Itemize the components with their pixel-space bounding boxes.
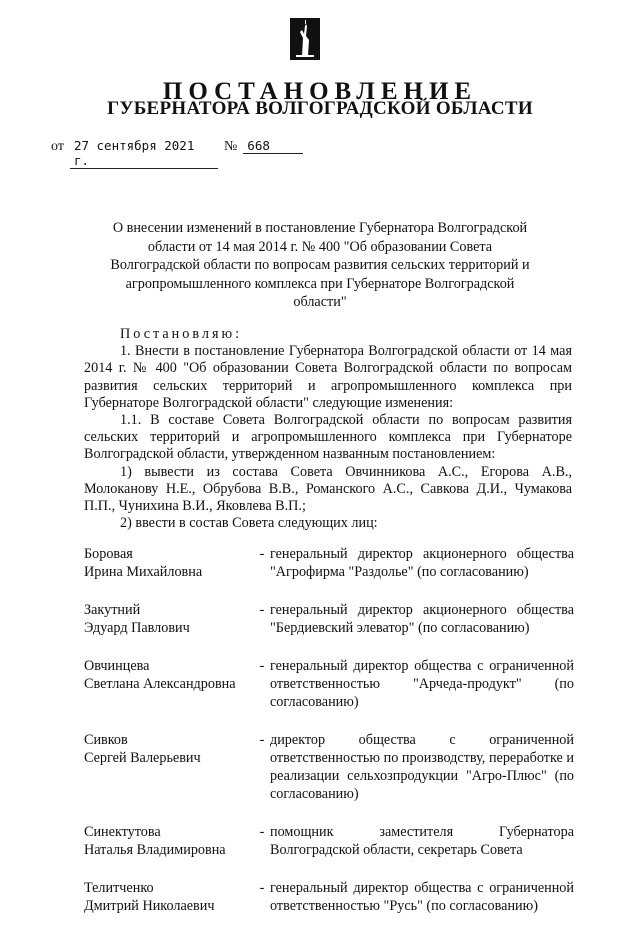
member-given-name: Наталья Владимировна — [84, 842, 226, 858]
list-item — [84, 823, 574, 859]
document-subject: О внесении изменений в постановление Губернатора Волгоградской области от 14 мая 2014 г. № 400 "Об образовании Совета Волгоградской области по вопросам развития сельских территорий и агропромышленного комплекса при Губернаторе Волгоградской области" — [110, 220, 530, 310]
member-position: директор общества с ограниченной ответственностью по производству, переработке и реализации сельхозпродукции "Агро-Плюс" (по согласованию) — [270, 732, 574, 802]
member-name — [84, 731, 254, 803]
member-name — [84, 657, 254, 711]
member-given-name: Сергей Валерьевич — [84, 750, 201, 766]
member-position: помощник заместителя Губернатора Волгоградской области, секретарь Совета — [270, 824, 574, 858]
member-given-name: Дмитрий Николаевич — [84, 898, 215, 914]
resolve-line: Постановляю: — [120, 326, 243, 342]
member-position: генеральный директор общества с ограниченной ответственностью "Арчеда-продукт" (по согласованию) — [270, 658, 574, 710]
member-position: генеральный директор акционерного общества "Агрофирма "Раздолье" (по согласованию) — [270, 546, 574, 580]
emblem-icon — [290, 18, 320, 60]
member-given-name: Светлана Александровна — [84, 676, 236, 692]
paragraph-add: 2) ввести в состав Совета следующих лиц: — [120, 515, 378, 532]
from-label: от — [51, 139, 64, 154]
member-position: генеральный директор общества с ограниченной ответственностью "Русь" (по согласованию) — [270, 880, 574, 914]
dash-separator: - — [259, 546, 265, 562]
dash-separator: - — [259, 732, 265, 748]
document-body — [84, 326, 572, 532]
list-item — [84, 657, 574, 711]
list-item — [84, 545, 574, 581]
member-given-name: Ирина Михайловна — [84, 564, 203, 580]
dash-separator: - — [259, 602, 265, 618]
member-name — [84, 545, 254, 581]
document-title: ПОСТАНОВЛЕНИЕ — [162, 78, 478, 105]
issuer-title: ГУБЕРНАТОРА ВОЛГОГРАДСКОЙ ОБЛАСТИ — [107, 98, 533, 119]
dash-separator: - — [259, 880, 265, 896]
member-given-name: Эдуард Павлович — [84, 620, 190, 636]
list-item — [84, 601, 574, 637]
number-label: № — [223, 139, 238, 154]
member-surname: Боровая — [84, 546, 133, 562]
member-surname: Синектутова — [84, 824, 161, 840]
member-surname: Закутний — [84, 602, 141, 618]
document-date: 27 сентября 2021 г. — [70, 138, 218, 169]
dateline — [51, 138, 309, 169]
list-item — [84, 879, 574, 915]
list-item — [84, 731, 574, 803]
paragraph-remove: 1) вывести из состава Совета Овчинникова А.С., Егорова А.В., Молоканову Н.Е., Обрубова В.В., Романского А.С., Савкова Д.И., Чумакова П.П., Чунихина В.И., Яковлева В.П.; — [84, 463, 572, 515]
member-surname: Овчинцева — [84, 658, 150, 674]
paragraph-1: 1. Внести в постановление Губернатора Волгоградской области от 14 мая 2014 г. № 400 "Об образовании Совета Волгоградской области по вопросам развития сельских территорий и агропромышленного комплекса при Губернаторе Волгоградской области" следующие изменения: — [84, 343, 572, 411]
members-list — [84, 545, 574, 935]
paragraph-1-1: 1.1. В составе Совета Волгоградской области по вопросам развития сельских территорий и агропромышленного комплекса при Губернаторе Волгоградской области, утвержденном названным постановлением: — [84, 412, 572, 463]
member-surname: Сивков — [84, 732, 128, 748]
member-name — [84, 823, 254, 859]
member-surname: Телитченко — [84, 880, 154, 896]
document-number: 668 — [243, 138, 303, 154]
member-name — [84, 601, 254, 637]
member-name — [84, 879, 254, 915]
dash-separator: - — [259, 658, 265, 674]
member-position: генеральный директор акционерного общества "Бердиевский элеватор" (по согласованию) — [270, 602, 574, 636]
dash-separator: - — [259, 824, 265, 840]
